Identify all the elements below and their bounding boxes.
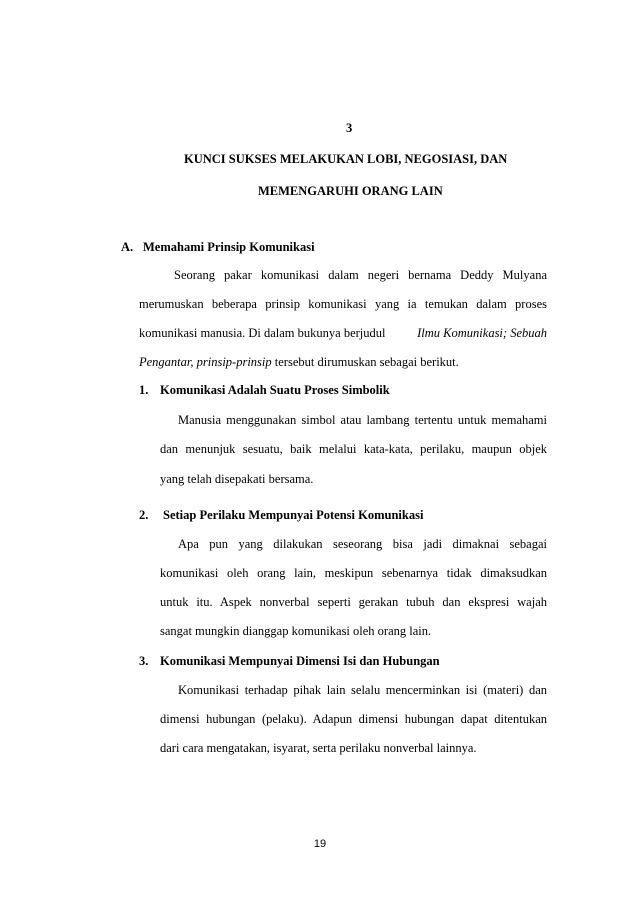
section-a-heading: Memahami Prinsip Komunikasi xyxy=(143,240,315,254)
item-1-line-2: dan menunjuk sesuatu, baik melalui kata-kata, perilaku, maupun objek xyxy=(160,442,547,456)
section-a-paragraph-line-1: Seorang pakar komunikasi dalam negeri bernama Deddy Mulyana xyxy=(174,268,547,282)
item-1-line-3: yang telah disepakati bersama. xyxy=(160,472,314,486)
section-a-paragraph-line-4-text: tersebut dirumuskan sebagai berikut. xyxy=(274,355,459,369)
item-2-heading: Setiap Perilaku Mempunyai Potensi Komunikasi xyxy=(163,508,424,522)
item-3-line-2: dimensi hubungan (pelaku). Adapun dimensi hubungan dapat ditentukan xyxy=(160,712,547,726)
item-2-line-4: sangat mungkin dianggap komunikasi oleh orang lain. xyxy=(160,624,432,638)
chapter-number: 3 xyxy=(346,121,353,135)
book-title-italic-1: Ilmu Komunikasi; Sebuah xyxy=(417,326,547,340)
item-3-line-1: Komunikasi terhadap pihak lain selalu mencerminkan isi (materi) dan xyxy=(178,683,547,697)
item-1-number: 1. xyxy=(139,383,149,397)
item-1-line-1: Manusia menggunakan simbol atau lambang tertentu untuk memahami xyxy=(178,413,547,427)
chapter-title-line-1: KUNCI SUKSES MELAKUKAN LOBI, NEGOSIASI, DAN xyxy=(184,152,508,166)
item-2-line-2: komunikasi oleh orang lain, meskipun sebenarnya tidak dimaksudkan xyxy=(160,566,547,580)
item-3-line-3: dari cara mengatakan, isyarat, serta perilaku nonverbal lainnya. xyxy=(160,741,477,755)
section-a-paragraph-line-3 xyxy=(139,326,547,341)
item-2-number: 2. xyxy=(139,508,149,522)
item-1-heading: Komunikasi Adalah Suatu Proses Simbolik xyxy=(160,383,390,397)
section-a-paragraph-line-2: merumuskan beberapa prinsip komunikasi yang ia temukan dalam proses xyxy=(139,297,547,311)
section-a-paragraph-line-4 xyxy=(139,355,459,370)
page-number: 19 xyxy=(313,838,327,850)
book-title-italic-2: Pengantar, prinsip-prinsip xyxy=(139,355,272,369)
item-2-line-1: Apa pun yang dilakukan seseorang bisa jadi dimaknai sebagai xyxy=(178,537,547,551)
item-2-line-3: untuk itu. Aspek nonverbal seperti gerakan tubuh dan ekspresi wajah xyxy=(160,595,547,609)
item-3-number: 3. xyxy=(139,654,149,668)
item-3-heading: Komunikasi Mempunyai Dimensi Isi dan Hubungan xyxy=(160,654,440,668)
chapter-title-line-2: MEMENGARUHI ORANG LAIN xyxy=(258,184,443,198)
section-a-marker: A. xyxy=(121,240,134,254)
section-a-paragraph-line-3-text: komunikasi manusia. Di dalam bukunya berjudul xyxy=(139,326,386,340)
